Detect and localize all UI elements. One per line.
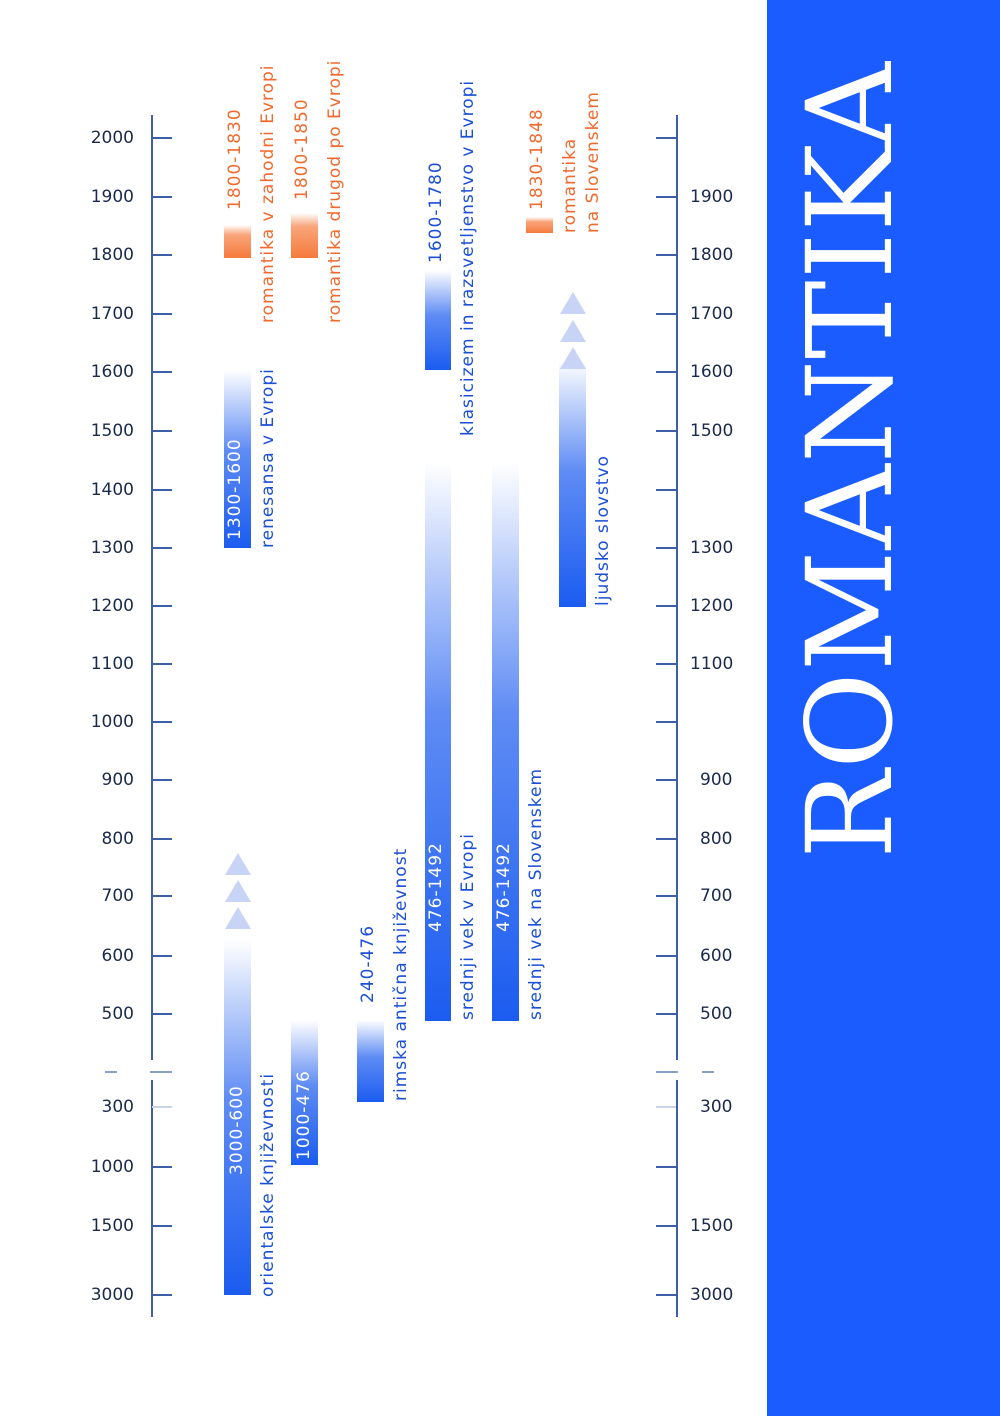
period-label: srednji vek na Slovenskem [526, 767, 546, 1020]
axis-label: 300 [101, 1097, 134, 1117]
period-label: ljudsko slovstvo [593, 455, 613, 606]
continuation-arrow-icon [560, 347, 586, 369]
continuation-arrow-icon [225, 853, 251, 875]
axis-label: 1200 [690, 596, 734, 616]
axis-label: 600 [700, 946, 733, 966]
period-dates: 1800-1830 [225, 108, 245, 210]
period-dates: 1830-1848 [527, 108, 547, 210]
period-dates: 1800-1850 [292, 98, 312, 200]
axis-tick [656, 605, 676, 607]
axis-label: 1200 [90, 596, 134, 616]
axis-label: 1000 [90, 1157, 134, 1177]
axis-label: 900 [700, 770, 733, 790]
axis-tick [656, 313, 676, 315]
period-dates: 1000-476 [294, 1070, 314, 1160]
axis-label: 800 [700, 829, 733, 849]
axis-label: 500 [101, 1004, 134, 1024]
axis-tick [656, 838, 676, 840]
period-bar-romanticism-slovenia [526, 217, 553, 233]
axis-tick [656, 1166, 676, 1168]
period-bar-romanticism-west [224, 225, 251, 258]
period-label: renesansa v Evropi [258, 368, 278, 548]
axis-tick [152, 838, 172, 840]
period-bar-middle-ages-europe [425, 462, 451, 1021]
axis-tick [152, 1294, 172, 1296]
axis-label: 1500 [90, 1216, 134, 1236]
axis-tick [152, 1225, 172, 1227]
period-bar-classicism [425, 270, 451, 370]
axis-tick [152, 895, 172, 897]
axis-label: 1800 [690, 245, 734, 265]
axis-tick [656, 663, 676, 665]
period-label: srednji vek v Evropi [458, 833, 478, 1020]
axis-label: 500 [700, 1004, 733, 1024]
axis-label: 1000 [90, 712, 134, 732]
left-axis-line-upper [151, 115, 153, 1060]
period-label: romantika drugod po Evropi [325, 59, 345, 323]
period-label: romantika v zahodni Evropi [258, 64, 278, 323]
axis-label: 1900 [90, 187, 134, 207]
axis-label: 1500 [690, 421, 734, 441]
right-axis-break [656, 1071, 678, 1073]
axis-tick [152, 254, 172, 256]
continuation-arrow-icon [560, 292, 586, 314]
left-axis-break [150, 1071, 172, 1073]
axis-label: 300 [700, 1097, 733, 1117]
axis-tick [656, 430, 676, 432]
axis-tick [656, 371, 676, 373]
axis-tick [656, 137, 676, 139]
period-label: na Slovenskem [583, 91, 603, 233]
axis-tick [152, 430, 172, 432]
period-dates: 476-1492 [494, 842, 514, 932]
axis-label: 600 [101, 946, 134, 966]
continuation-arrow-icon [225, 907, 251, 929]
axis-label: 1900 [690, 187, 734, 207]
axis-tick [656, 721, 676, 723]
continuation-arrow-icon [225, 880, 251, 902]
axis-label: 800 [101, 829, 134, 849]
axis-label: 1300 [90, 538, 134, 558]
axis-tick [152, 779, 172, 781]
period-bar-romanticism-elsewhere [291, 213, 318, 258]
left-axis-line-lower [151, 1080, 153, 1317]
axis-tick [152, 1013, 172, 1015]
axis-label: 1600 [90, 362, 134, 382]
axis-tick [656, 547, 676, 549]
axis-tick [152, 605, 172, 607]
axis-tick [152, 721, 172, 723]
period-label: orientalske književnosti [258, 1072, 278, 1297]
axis-label: 900 [101, 770, 134, 790]
axis-label: 1300 [690, 538, 734, 558]
axis-label: 1400 [90, 480, 134, 500]
axis-label: 1700 [90, 304, 134, 324]
period-label: klasicizem in razsvetljenstvo v Evropi [458, 79, 478, 436]
axis-tick [656, 1013, 676, 1015]
right-axis-line-lower [676, 1080, 678, 1317]
axis-tick [152, 1106, 172, 1108]
period-dates: 1600-1780 [426, 161, 446, 263]
axis-tick [656, 254, 676, 256]
axis-label: 1600 [690, 362, 734, 382]
axis-label: 3000 [90, 1285, 134, 1305]
axis-label: 1500 [90, 421, 134, 441]
axis-tick [656, 196, 676, 198]
axis-tick [656, 955, 676, 957]
period-bar-roman [357, 1020, 384, 1102]
axis-label: 3000 [690, 1285, 734, 1305]
right-axis-line-upper [676, 115, 678, 1060]
axis-tick [152, 196, 172, 198]
period-dates: 476-1492 [426, 842, 446, 932]
continuation-arrow-icon [560, 320, 586, 342]
left-axis-break [105, 1071, 117, 1073]
axis-tick [656, 779, 676, 781]
axis-tick [152, 547, 172, 549]
axis-label: 2000 [90, 128, 134, 148]
axis-label: 1100 [90, 654, 134, 674]
axis-label: 1500 [690, 1216, 734, 1236]
period-label: romantika [560, 137, 580, 233]
axis-tick [152, 313, 172, 315]
axis-tick [656, 1106, 676, 1108]
axis-label: 1800 [90, 245, 134, 265]
axis-label: 700 [101, 886, 134, 906]
period-dates: 240-476 [358, 924, 378, 1003]
axis-tick [152, 955, 172, 957]
axis-label: 1700 [690, 304, 734, 324]
axis-tick [152, 489, 172, 491]
axis-tick [656, 489, 676, 491]
axis-tick [152, 137, 172, 139]
axis-tick [152, 663, 172, 665]
period-dates: 3000-600 [227, 1085, 247, 1175]
axis-tick [152, 1166, 172, 1168]
period-label: rimska antična književnost [391, 847, 411, 1101]
axis-tick [656, 1225, 676, 1227]
axis-tick [656, 895, 676, 897]
period-bar-folk-literature [559, 360, 586, 607]
page-title: ROMANTIKA [781, 61, 919, 859]
axis-label: 1100 [690, 654, 734, 674]
period-dates: 1300-1600 [225, 438, 245, 540]
right-axis-break [702, 1071, 714, 1073]
axis-label: 700 [700, 886, 733, 906]
axis-tick [152, 371, 172, 373]
axis-tick [656, 1294, 676, 1296]
period-bar-middle-ages-slovenia [492, 462, 519, 1021]
